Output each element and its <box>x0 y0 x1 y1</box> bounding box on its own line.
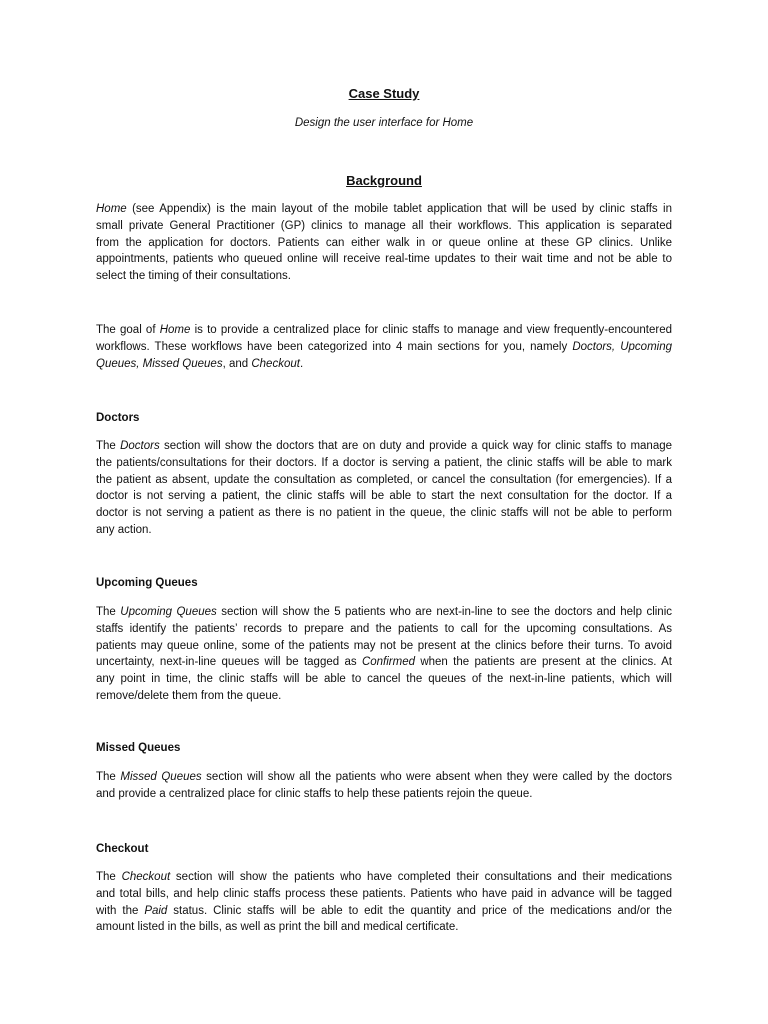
missed-queues-paragraph <box>96 769 672 803</box>
doctors-heading: Doctors <box>96 412 140 424</box>
goal-line: Queues, Missed Queues, and Checkout. <box>96 357 304 370</box>
doctors-line: the patients/consultations for their doctors. If a doctor is serving a patient, the clinic staffs will be able to mark <box>96 456 672 469</box>
checkout-line: and total bills, and help clinic staffs process these patients. Patients who have paid in advance will be tagged <box>96 887 672 900</box>
intro-line: appointments, patients who queued online will receive real-time updates to their wait time and not be able to <box>96 253 672 266</box>
intro-line: select the timing of their consultations. <box>96 270 291 283</box>
upcoming-line: patients may queue online, some of the patients may not be present at the clinics before their turns. To avoid <box>96 639 672 652</box>
upcoming-line: remove/delete them from the queue. <box>96 689 282 702</box>
background-heading: Background <box>346 173 422 188</box>
goal-paragraph <box>96 322 672 372</box>
checkout-line: amount listed in the bills, as well as print the bill and medical certificate. <box>96 921 459 934</box>
intro-paragraph <box>96 201 672 285</box>
goal-line: The goal of Home is to provide a centralized place for clinic staffs to manage and view frequently-encountered <box>96 324 673 336</box>
missed-line: and provide a centralized place for clinic staffs to help these patients rejoin the queue. <box>96 787 533 800</box>
checkout-heading: Checkout <box>96 843 149 855</box>
document-subtitle: Design the user interface for Home <box>294 117 474 129</box>
intro-line: Home (see Appendix) is the main layout of the mobile tablet application that will be used by clinic staffs in <box>96 203 672 215</box>
upcoming-queues-heading: Upcoming Queues <box>96 577 198 589</box>
upcoming-line: The Upcoming Queues section will show the 5 patients who are next-in-line to see the doctors and help clinic <box>96 606 673 618</box>
doctors-line: doctor is not serving a patient as there is no patient in the queue, the clinic staffs will not be able to perform <box>96 507 672 520</box>
upcoming-line: any point in time, the clinic staffs will be able to cancel the queues of the next-in-line patients, which will <box>96 673 672 686</box>
checkout-line: The Checkout section will show the patients who have completed their consultations and their medications <box>96 871 672 883</box>
missed-queues-heading: Missed Queues <box>96 742 181 754</box>
upcoming-line: uncertainty, next-in-line queues will be tagged as Confirmed when the patients are present at the clinics. At <box>96 656 672 669</box>
doctors-line: the patient as absent, update the consultation as completed, or cancel the consultation (for emergencies). If a <box>96 473 672 486</box>
upcoming-queues-paragraph <box>96 604 672 705</box>
doctors-line: any action. <box>96 523 152 536</box>
doctors-paragraph <box>96 438 672 539</box>
upcoming-line: staffs identify the patients’ records to prepare and the patients to call for the upcoming consultations. As <box>96 622 672 635</box>
doctors-line: doctor is not serving a patient, the clinic staffs will be able to start the next consultation for the doctor. If a <box>96 490 672 503</box>
checkout-line: with the Paid status. Clinic staffs will be able to edit the quantity and price of the medications and/or the <box>96 904 673 917</box>
checkout-paragraph <box>96 869 672 936</box>
document-title: Case Study <box>348 86 420 101</box>
missed-line: The Missed Queues section will show all the patients who were absent when they were called by the doctors <box>96 771 673 783</box>
intro-line: small private General Practitioner (GP) clinics to manage all their workflows. This application is separated <box>96 219 672 232</box>
intro-line: from the application for doctors. Patients can either walk in or queue online at these GP clinics. Unlike <box>96 236 672 249</box>
goal-line: workflows. These workflows have been categorized into 4 main sections for you, namely Doctors, Upcoming <box>96 340 672 353</box>
doctors-line: The Doctors section will show the doctors that are on duty and provide a quick way for clinic staffs to manage <box>96 440 673 452</box>
